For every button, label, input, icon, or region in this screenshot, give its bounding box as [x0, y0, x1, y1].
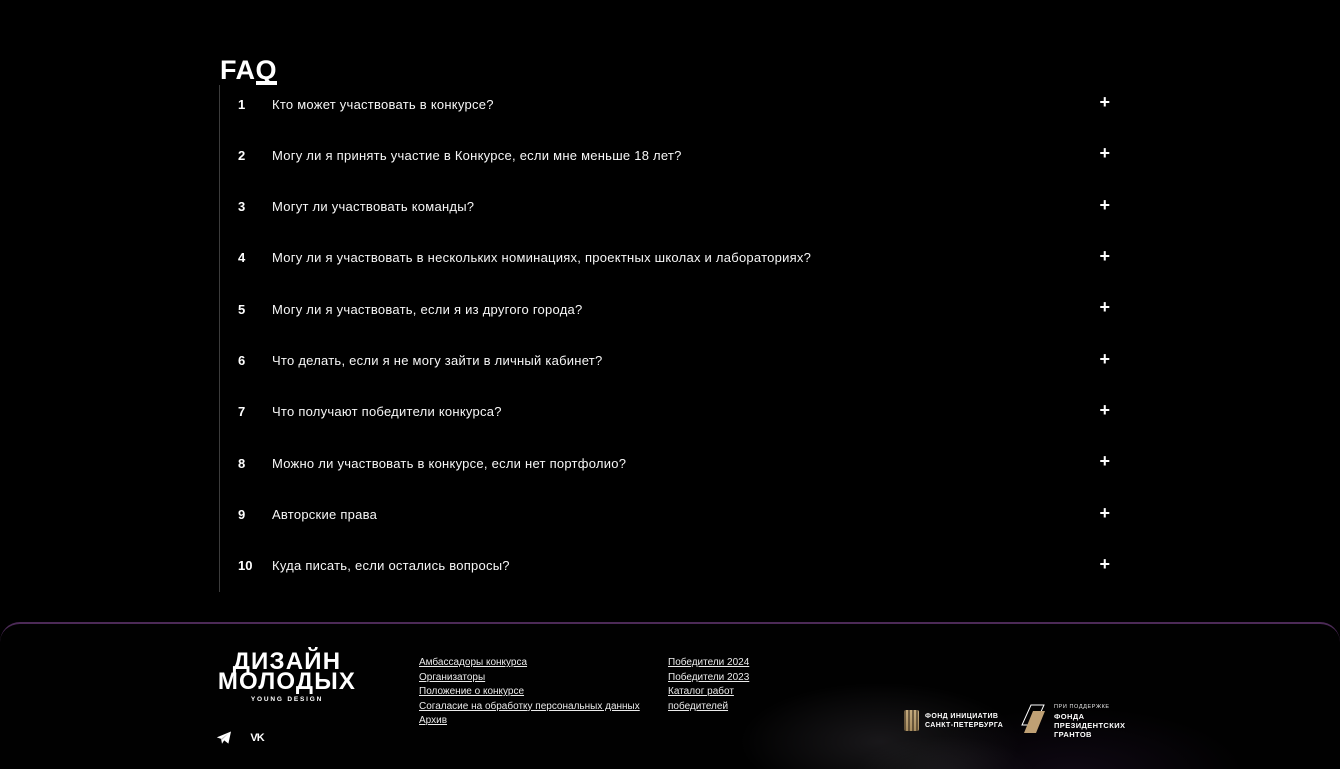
- plus-icon[interactable]: +: [1099, 92, 1110, 112]
- partner-spb-line-1: ФОНД ИНИЦИАТИВ: [925, 712, 999, 720]
- page-title: [220, 56, 277, 85]
- faq-item[interactable]: [220, 400, 1112, 424]
- faq-item-question: Могу ли я принять участие в Конкурсе, если мне меньше 18 лет?: [272, 147, 682, 163]
- faq-item-question: Авторские права: [272, 507, 378, 523]
- presidential-grants-icon: [1020, 704, 1046, 739]
- footer-link[interactable]: Победители 2023: [668, 671, 750, 683]
- plus-icon[interactable]: +: [1099, 553, 1110, 574]
- footer-nav-secondary: [668, 656, 752, 714]
- faq-item-number: 4: [238, 250, 246, 266]
- partner-pg-line-2: ПРЕЗИДЕНТСКИХ: [1054, 721, 1126, 730]
- faq-item[interactable]: [220, 503, 1112, 527]
- faq-item-question: Могу ли я участвовать в нескольких номинациях, проектных школах и лабораториях?: [272, 250, 812, 266]
- plus-icon[interactable]: +: [1099, 348, 1110, 369]
- page-title-q: Q: [255, 55, 278, 86]
- faq-item-number: 2: [238, 147, 246, 163]
- faq-item-question: Могу ли я участвовать, если я из другого города?: [272, 301, 583, 317]
- partner-pg-text: [1054, 704, 1125, 739]
- faq-item[interactable]: [220, 297, 1112, 321]
- brand-line-2: МОЛОДЫХ: [217, 668, 357, 695]
- faq-item-number: 6: [238, 353, 246, 369]
- plus-icon[interactable]: +: [1099, 451, 1110, 472]
- faq-item-number: 9: [238, 507, 246, 523]
- partner-spb-fund: [904, 710, 1003, 731]
- faq-item[interactable]: [220, 349, 1112, 373]
- footer-link[interactable]: Каталог работ победителей: [668, 686, 734, 712]
- faq-item-question: Что получают победители конкурса?: [272, 404, 502, 420]
- faq-item[interactable]: [220, 92, 1112, 116]
- vk-icon[interactable]: VK: [250, 732, 264, 744]
- faq-item[interactable]: [220, 195, 1112, 219]
- brand-logo: [216, 648, 358, 703]
- faq-item-question: Что делать, если я не могу зайти в личный кабинет?: [272, 353, 603, 369]
- partner-pg-pre: ПРИ ПОДДЕРЖКЕ: [1054, 704, 1110, 710]
- footer-nav-primary: [419, 656, 659, 729]
- plus-icon[interactable]: +: [1099, 399, 1110, 420]
- footer: [0, 622, 1340, 769]
- faq-item-number: 5: [238, 301, 246, 317]
- footer-link[interactable]: Архив: [419, 715, 448, 727]
- footer-link[interactable]: Согаласие на обработку персональных данных: [419, 700, 640, 712]
- faq-item-number: 10: [238, 558, 253, 574]
- plus-icon[interactable]: +: [1099, 245, 1110, 266]
- faq-item-number: 7: [238, 404, 246, 420]
- footer-link[interactable]: Положение о конкурсе: [419, 686, 525, 698]
- partner-pg-line-1: ФОНДА: [1054, 712, 1085, 721]
- plus-icon[interactable]: +: [1099, 297, 1110, 318]
- page-title-fa: FA: [220, 55, 256, 86]
- plus-icon[interactable]: +: [1099, 502, 1110, 523]
- faq-item[interactable]: [220, 451, 1112, 475]
- footer-link[interactable]: Амбассадоры конкурса: [419, 657, 528, 668]
- footer-link[interactable]: Победители 2024: [668, 657, 750, 668]
- brand-subtitle: YOUNG DESIGN: [250, 696, 324, 703]
- faq-item-question: Могут ли участвовать команды?: [272, 199, 475, 215]
- spb-crest-icon: [904, 710, 919, 731]
- faq-item[interactable]: [220, 246, 1112, 270]
- footer-link[interactable]: Организаторы: [419, 671, 486, 683]
- brand-line-1: ДИЗАЙН: [232, 648, 342, 675]
- social-links: [216, 730, 265, 746]
- plus-icon[interactable]: +: [1099, 194, 1110, 215]
- faq-item[interactable]: [220, 554, 1112, 578]
- partner-spb-line-2: САНКТ-ПЕТЕРБУРГА: [925, 721, 1004, 729]
- partner-spb-text: [925, 712, 1003, 730]
- faq-item-question: Куда писать, если остались вопросы?: [272, 558, 510, 574]
- telegram-icon[interactable]: [216, 730, 232, 746]
- faq-item-question: Кто может участвовать в конкурсе?: [272, 96, 494, 112]
- faq-item-question: Можно ли участвовать в конкурсе, если нет портфолио?: [272, 455, 627, 471]
- faq-item-number: 8: [238, 455, 246, 471]
- plus-icon[interactable]: +: [1099, 143, 1110, 164]
- faq-item[interactable]: [220, 143, 1112, 167]
- partner-pg-line-3: ГРАНТОВ: [1054, 730, 1092, 739]
- faq-item-number: 1: [238, 96, 246, 112]
- faq-list: [219, 85, 1112, 592]
- partner-presidential-grants: [1020, 704, 1125, 739]
- faq-item-number: 3: [238, 199, 246, 215]
